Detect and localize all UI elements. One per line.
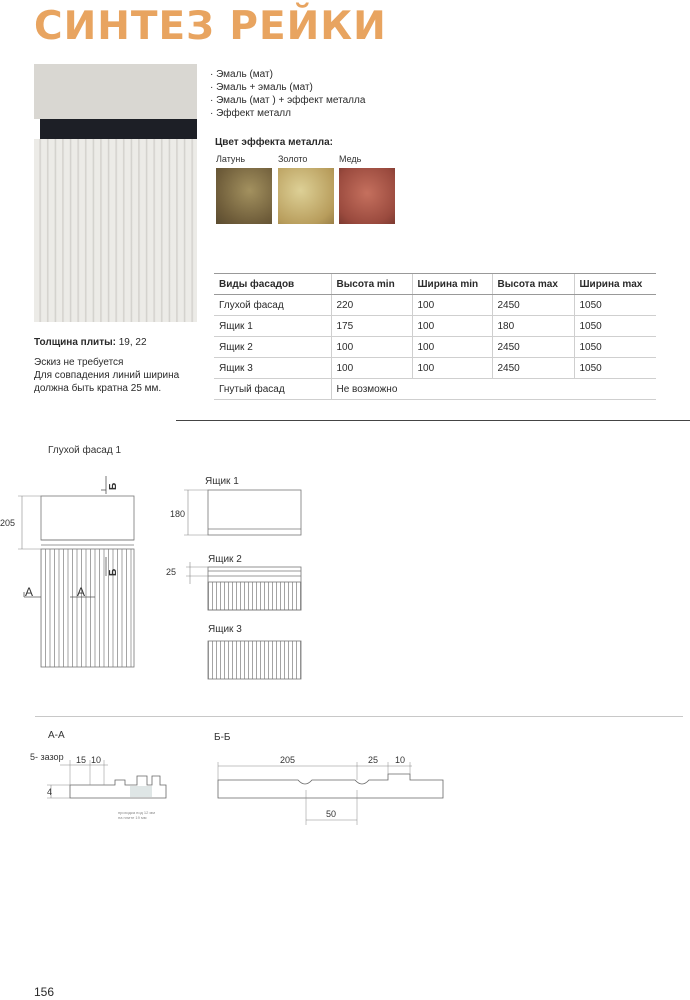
thickness-label: Толщина плиты: xyxy=(34,337,116,348)
box3-drawing xyxy=(208,641,301,679)
section-aa-drawing xyxy=(47,760,166,798)
routing-note-line: проходка под 12 мм xyxy=(118,810,155,815)
section-aa-title: А-А xyxy=(48,730,65,741)
table-cell: 180 xyxy=(492,316,574,337)
bb-dim-25: 25 xyxy=(368,755,379,765)
table-cell: 2450 xyxy=(492,295,574,316)
finish-item: · Эффект металл xyxy=(210,108,291,119)
box1-drawing xyxy=(184,490,301,535)
table-cell: Ящик 2 xyxy=(214,337,331,358)
table-cell: Не возможно xyxy=(331,379,656,400)
box3-title: Ящик 3 xyxy=(208,624,242,635)
swatch-label-copper: Медь xyxy=(339,154,362,164)
table-header: Высота max xyxy=(492,274,574,295)
blind-facade-title: Глухой фасад 1 xyxy=(48,445,122,456)
box2-drawing xyxy=(186,562,301,610)
swatch-label-brass: Латунь xyxy=(216,154,246,164)
box2-title: Ящик 2 xyxy=(208,554,242,565)
dim-10: 10 xyxy=(91,755,102,765)
bb-dim-205: 205 xyxy=(280,755,296,765)
page-title: СИНТЕЗ РЕЙКИ xyxy=(34,4,387,49)
bb-dim-10: 10 xyxy=(395,755,406,765)
routing-note xyxy=(118,810,155,820)
table-header: Ширина min xyxy=(412,274,492,295)
finish-item: · Эмаль + эмаль (мат) xyxy=(210,82,313,93)
table-cell: Гнутый фасад xyxy=(214,379,331,400)
table-cell: 100 xyxy=(331,337,412,358)
section-mark-b-bottom: Б xyxy=(108,568,119,576)
table-cell: 1050 xyxy=(574,295,656,316)
table-cell: 1050 xyxy=(574,316,656,337)
table-cell: Глухой фасад xyxy=(214,295,331,316)
table-cell: 1050 xyxy=(574,358,656,379)
table-cell: 175 xyxy=(331,316,412,337)
table-cell: 2450 xyxy=(492,358,574,379)
note-line: должна быть кратна 25 мм. xyxy=(34,383,162,394)
metal-effect-title: Цвет эффекта металла: xyxy=(215,137,334,148)
finish-item: · Эмаль (мат) xyxy=(210,69,273,80)
table-cell: 220 xyxy=(331,295,412,316)
section-mark-b-top: Б xyxy=(108,482,119,490)
dim-4: 4 xyxy=(47,787,53,797)
table-cell: 1050 xyxy=(574,337,656,358)
dim-25: 25 xyxy=(166,567,177,577)
bb-dim-50: 50 xyxy=(326,809,337,819)
table-cell: 100 xyxy=(412,316,492,337)
dim-15: 15 xyxy=(76,755,87,765)
routing-note-line: на плите 19 мм xyxy=(118,815,147,820)
gap-label: 5- зазор xyxy=(30,752,64,762)
table-header: Виды фасадов xyxy=(214,274,331,295)
table-cell: 100 xyxy=(412,358,492,379)
table-cell: 100 xyxy=(412,295,492,316)
table-cell: 2450 xyxy=(492,337,574,358)
swatch-label-gold: Золото xyxy=(278,154,308,164)
table-cell: Ящик 3 xyxy=(214,358,331,379)
thickness-value: 19, 22 xyxy=(118,337,147,348)
dim-180: 180 xyxy=(170,509,186,519)
table-cell: 100 xyxy=(412,337,492,358)
section-mark-a-right: А xyxy=(77,585,86,599)
section-mark-a-left: А xyxy=(25,585,34,599)
finish-item: · Эмаль (мат ) + эффект металла xyxy=(210,95,366,106)
section-bb-title: Б-Б xyxy=(214,732,231,743)
page-number: 156 xyxy=(34,985,55,999)
table-cell: 100 xyxy=(331,358,412,379)
note-line: Эскиз не требуется xyxy=(34,357,124,368)
dim-205: 205 xyxy=(0,518,16,528)
table-header: Высота min xyxy=(331,274,412,295)
table-cell: Ящик 1 xyxy=(214,316,331,337)
note-line: Для совпадения линий ширина xyxy=(34,370,180,381)
box1-title: Ящик 1 xyxy=(205,476,239,487)
table-header: Ширина max xyxy=(574,274,656,295)
